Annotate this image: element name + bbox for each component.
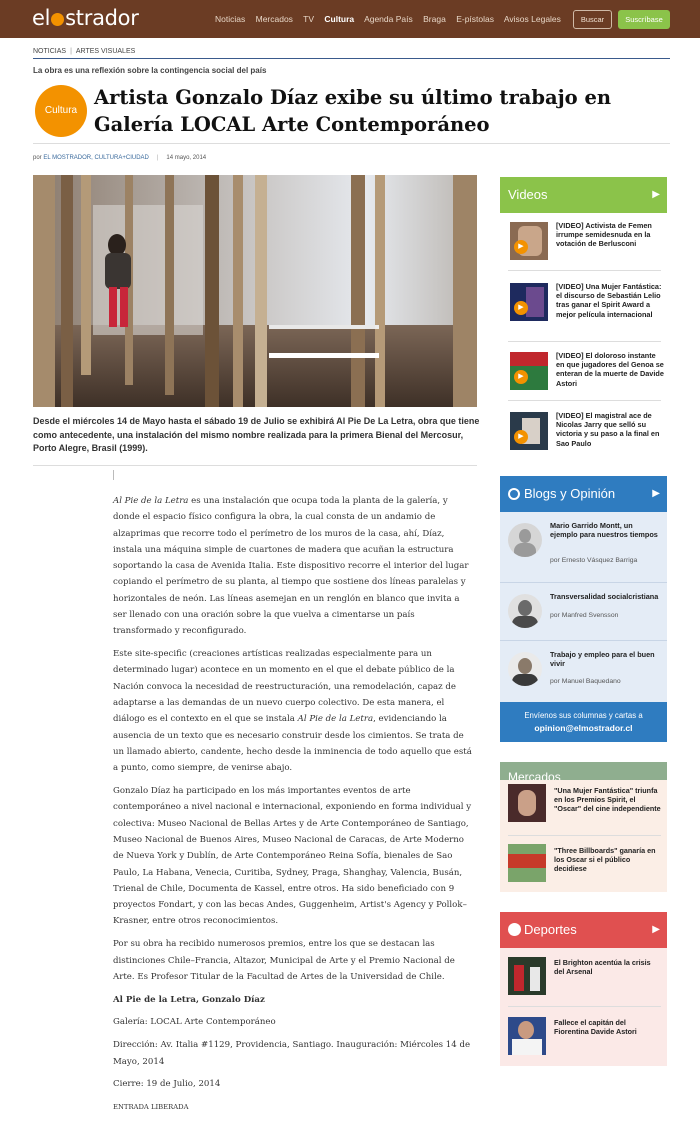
news-thumbnail: [508, 1017, 546, 1055]
blogs-submit-banner[interactable]: Envíenos sus columnas y cartas a opinion@elmostrador.cl: [500, 702, 667, 742]
top-bar: [0, 0, 700, 38]
blog-item[interactable]: Trabajo y empleo para el buen vivir por Manuel Baquedano: [500, 642, 667, 698]
news-item[interactable]: "Una Mujer Fantástica" triunfa en los Premios Spirit, el "Oscar" del cine independiente: [500, 784, 667, 832]
news-item[interactable]: El Brighton acentúa la crisis del Arsenal: [500, 955, 667, 1000]
paragraph: Dirección: Av. Italia #1129, Providencia, Santiago. Inauguración: Miércoles 14 de Mayo, 2014: [113, 1040, 471, 1067]
paragraph: Al Pie de la Letra, Gonzalo Díaz: [113, 994, 265, 1005]
news-thumbnail: [508, 844, 546, 882]
soccer-ball-icon: [508, 923, 521, 936]
video-item[interactable]: ▶ [VIDEO] Activista de Femen irrumpe semidesnuda en la votación de Berlusconi: [508, 216, 663, 276]
video-item[interactable]: ▶ [VIDEO] Una Mujer Fantástica: el discurso de Sebastián Lelio tras ganar el Spirit Award a mejor película internacional: [508, 277, 663, 337]
blogs-header-wrap: [500, 476, 667, 512]
chevron-right-icon: ▶: [652, 189, 660, 200]
deportes-header-wrap: [500, 912, 667, 948]
divider: [508, 341, 661, 342]
video-thumbnail: [510, 222, 548, 260]
nav-braga[interactable]: Braga: [423, 14, 446, 24]
play-icon: ▶: [514, 240, 528, 254]
divider: [500, 640, 667, 641]
paragraph: Cierre: 19 de Julio, 2014: [113, 1079, 221, 1090]
blog-item[interactable]: Transversalidad socialcristiana por Manfred Svensson: [500, 584, 667, 640]
paragraph: Gonzalo Díaz ha participado en los más importantes eventos de arte contemporáneo a nivel nacional e internacional, exponiendo en forma individual y colectiva: Museo Nacional de Bellas Artes y de Arte Contemporáneo de Santiago, Museo Nacional de Buenos Aires, Museo Nacional de Caracas, de Arte Moderno de Nueva York y Dublín, de Arte Contemporáneo Reina Sofía, bienales de Sao Paulo, La Habana, Venecia, Curitiba, Sydney, Praga, Shanghay, Valencia, Busán, Trienal de Chile, Documenta de Kassel, entre otros. Ha sido beneficiado con 9 proyectos Fondart, y con las becas Andes, Guggenheim, Artist's Agency y Pollok–Krasner, entre otros reconocimientos.: [113, 786, 472, 927]
nav-tv[interactable]: TV: [303, 14, 315, 24]
nav-avisos-legales[interactable]: Avisos Legales: [503, 14, 561, 24]
main-nav: [215, 14, 569, 24]
divider: [508, 270, 661, 271]
breadcrumb: NOTICIAS | ARTES VISUALES: [33, 48, 136, 55]
paragraph: Este site-specific (creaciones artísticas realizadas especialmente para un determinado lugar) acontece en un momento en el que el debate público de la Nación convoca la necesidad de reestructuración, una remodelación, capaz de adaptarse a las demandas de un nuevo cuerpo colectivo. De esta manera, el diálogo es el contexto en el que se instala Al Pie de la Letra, evidenciando la ausencia de un texto que es necesario construir desde los cimientos. Se trata de un llamado abierto, candente, hecho desde la inminencia de todo aquello que está a punto, como siempre, de venirse abajo.: [113, 649, 472, 774]
divider: [33, 465, 477, 466]
share-bar: [113, 470, 114, 480]
divider: [33, 143, 670, 144]
news-item[interactable]: Fallece el capitán del Fiorentina Davide Astori: [500, 1015, 667, 1060]
avatar: [508, 523, 542, 557]
play-icon: ▶: [514, 301, 528, 315]
page-title: Artista Gonzalo Díaz exibe su último trabajo en Galería LOCAL Arte Contemporáneo: [94, 86, 612, 136]
videos-header[interactable]: Videos ▶: [500, 177, 667, 213]
nav-epistolas[interactable]: E-pístolas: [456, 14, 494, 24]
blogs-header[interactable]: Blogs y Opinión ▶: [500, 476, 667, 512]
article-date: 14 mayo, 2014: [166, 155, 207, 161]
photo-caption: Desde el miércoles 14 de Mayo hasta el sábado 19 de Julio se exhibirá Al Pie De La Letra, obra que tiene como antecedente, una instalación del mismo nombre realizada para la primera Bienal del Mercosur, Porto Alegre, Brasil (1999).: [33, 416, 480, 453]
divider: [508, 1006, 661, 1007]
videos-panel: [500, 177, 667, 213]
article-kicker: La obra es una reflexión sobre la contingencia social del país: [33, 66, 267, 75]
breadcrumb-artes-visuales[interactable]: ARTES VISUALES: [75, 48, 136, 55]
paragraph: ENTRADA LIBERADA: [113, 1103, 189, 1112]
paragraph: Galería: LOCAL Arte Contemporáneo: [113, 1017, 276, 1028]
play-icon: ▶: [514, 430, 528, 444]
nav-noticias[interactable]: Noticias: [215, 14, 246, 24]
deportes-header[interactable]: Deportes ▶: [500, 912, 667, 948]
article-body: [113, 493, 475, 1122]
breadcrumb-noticias[interactable]: NOTICIAS: [33, 48, 67, 55]
news-item[interactable]: "Three Billboards" ganaría en los Oscar si el público decidiese: [500, 842, 667, 890]
avatar: [508, 594, 542, 628]
mercados-header[interactable]: Mercados: [500, 762, 667, 780]
news-thumbnail: [508, 957, 546, 995]
blog-item[interactable]: Mario Garrido Montt, un ejemplo para nuestros tiempos por Ernesto Vásquez Barriga: [500, 513, 667, 569]
nav-mercados[interactable]: Mercados: [255, 14, 293, 24]
byline: por EL MOSTRADOR, CULTURA+CIUDAD | 14 mayo, 2014: [33, 155, 207, 161]
logo-dot-icon: [51, 13, 64, 26]
article-photo: [33, 175, 477, 407]
blog-icon: [508, 488, 520, 500]
search-button[interactable]: Buscar: [573, 10, 612, 29]
video-item[interactable]: ▶ [VIDEO] El magistral ace de Nicolas Jarry que selló su victoria y su paso a la final en Sao Paulo: [508, 406, 663, 466]
play-icon: ▶: [514, 370, 528, 384]
site-logo[interactable]: el strador: [32, 6, 139, 30]
avatar: [508, 652, 542, 686]
video-thumbnail: [510, 412, 548, 450]
divider: [508, 400, 661, 401]
paragraph: Por su obra ha recibido numerosos premios, entre los que se destacan las distinciones Chile–Francia, Altazor, Municipal de Arte y el Premio Nacional de Arte. Es Profesor Titular de la Facultad de Artes de la Universidad de Chile.: [113, 939, 455, 982]
divider: [508, 835, 661, 836]
chevron-right-icon: ▶: [652, 924, 660, 935]
author-link[interactable]: EL MOSTRADOR, CULTURA+CIUDAD: [43, 155, 149, 161]
nav-cultura[interactable]: Cultura: [324, 14, 355, 24]
divider: [33, 58, 670, 59]
subscribe-button[interactable]: Suscríbase: [618, 10, 670, 29]
category-badge[interactable]: Cultura: [35, 85, 87, 137]
video-thumbnail: [510, 352, 548, 390]
divider: [500, 582, 667, 583]
contact-email[interactable]: opinion@elmostrador.cl: [534, 723, 633, 733]
video-thumbnail: [510, 283, 548, 321]
nav-agenda-pais[interactable]: Agenda País: [364, 14, 413, 24]
video-item[interactable]: ▶ [VIDEO] El doloroso instante en que jugadores del Genoa se enteran de la muerte de Davide Astori: [508, 346, 663, 406]
chevron-right-icon: ▶: [652, 488, 660, 499]
news-thumbnail: [508, 784, 546, 822]
paragraph: Al Pie de la Letra es una instalación que ocupa toda la planta de la galería, y donde el espacio físico configura la obra, la cual consta de un andamio de alzaprimas que recorre todo el perímetro de los muros de la casa, ahí, Díaz, instala una máquina simple de cuartones de madera que acuñan la estructura soportando la casa de Avenida Italia. Este dispositivo recorre el interior del lugar copiando el perímetro de su planta, al tiempo que sostiene dos líneas paralelas y horizontales de neón. Las líneas asemejan en un renglón en blanco que invita a ser llenado con una oración sobre la que vuelva a cimentarse un país transformado y reconfigurado.: [113, 496, 469, 637]
